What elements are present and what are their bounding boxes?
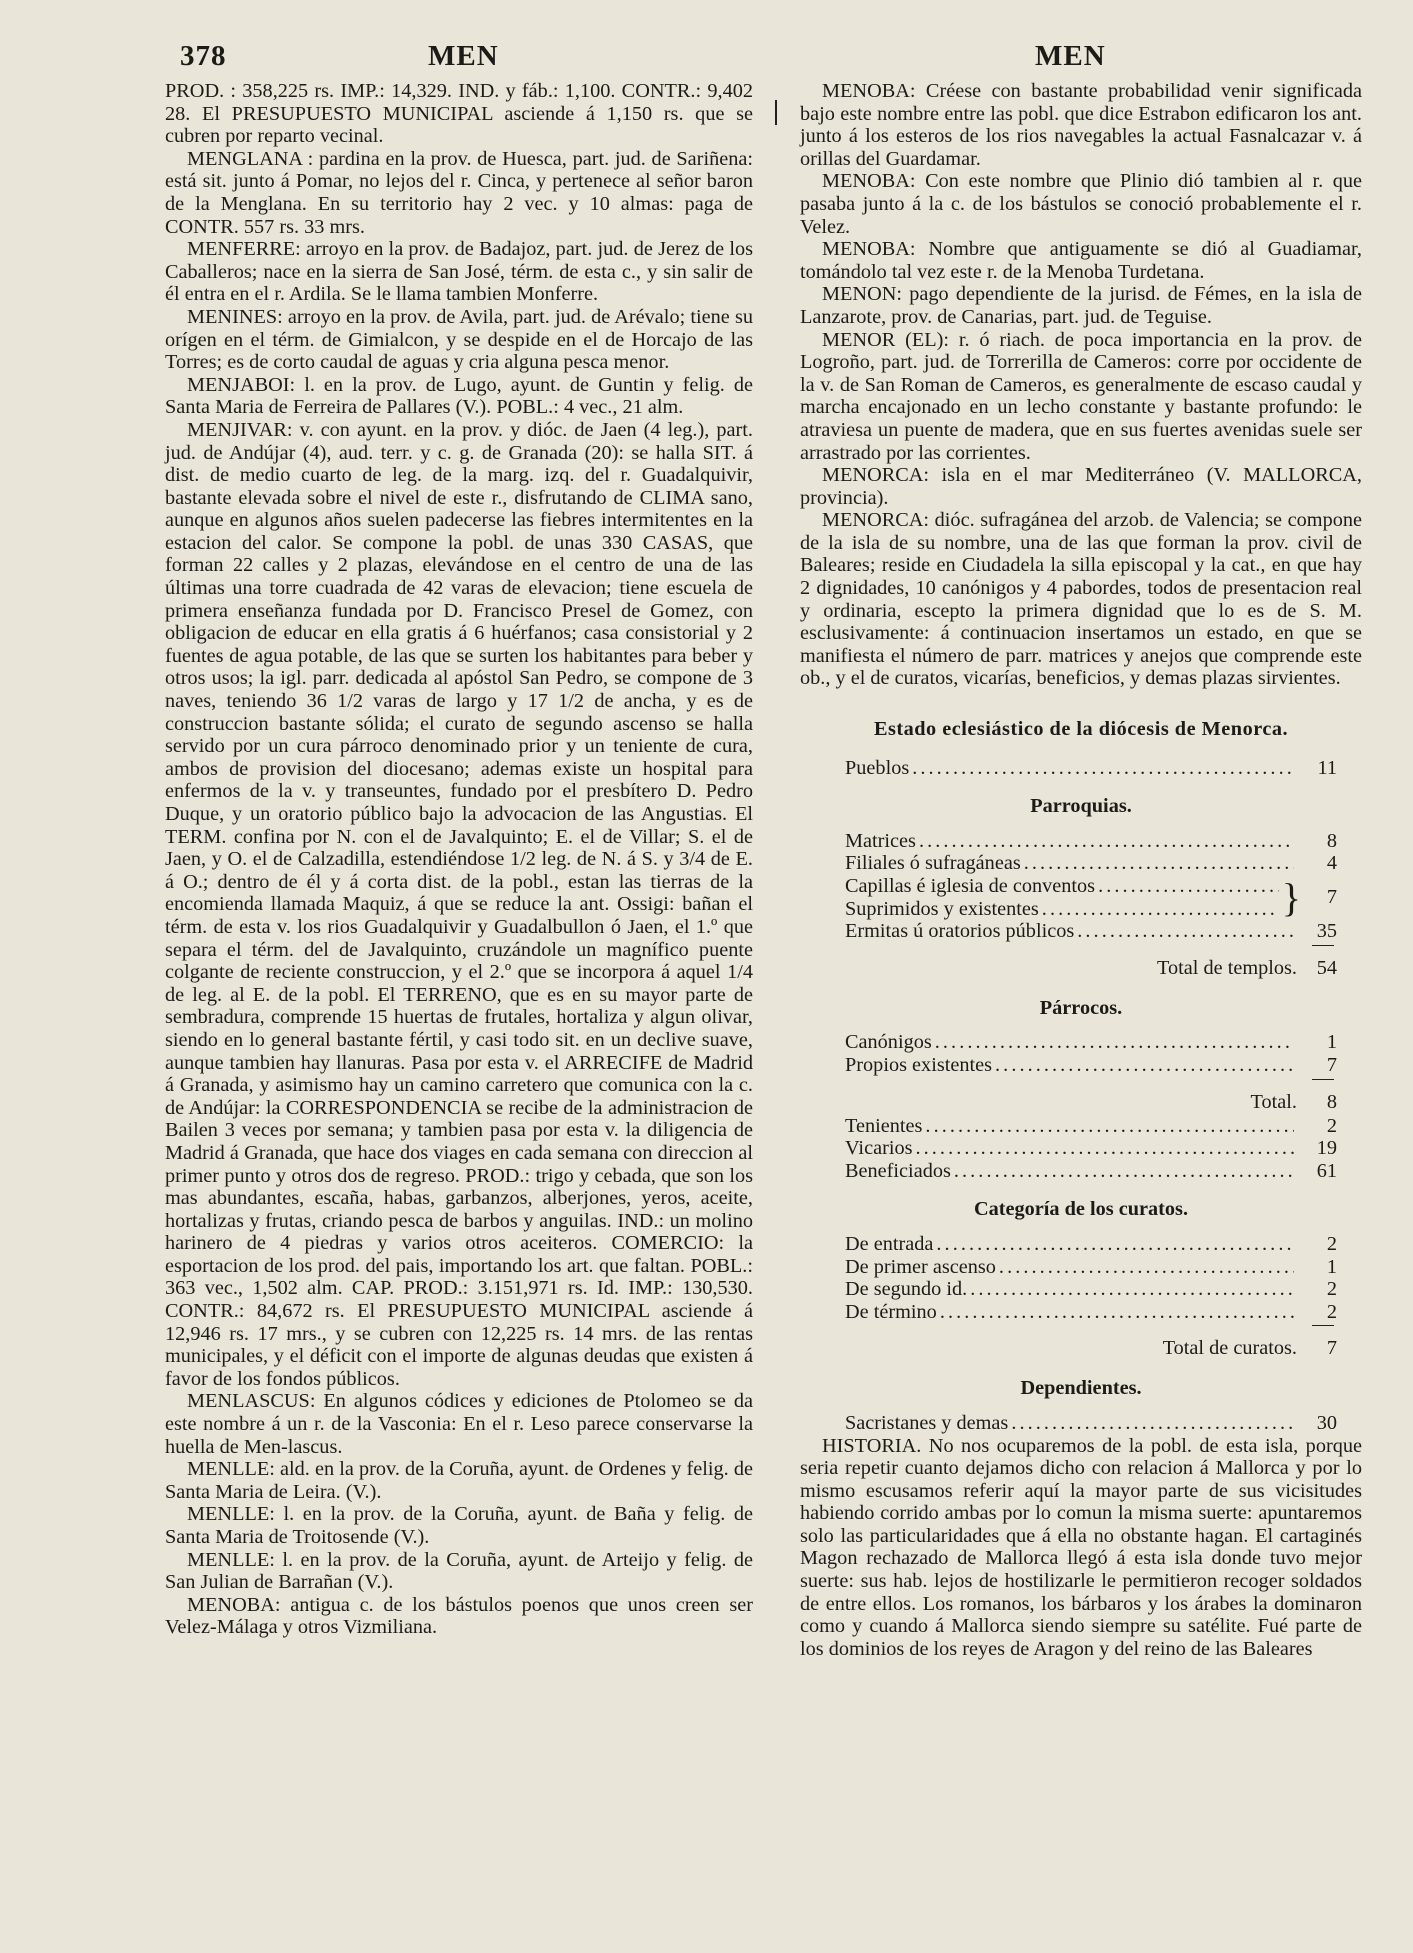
table-row: De primer ascenso . . . 1 <box>800 1256 1362 1279</box>
table-row: Capillas é iglesia de conventos . . . Suprimidos y existentes . . . } 7 <box>800 875 1362 920</box>
table-title: Estado eclesiástico de la diócesis de Menorca. <box>873 718 1289 741</box>
page-number: 378 <box>180 40 227 72</box>
entry-paragraph: MENOBA: antigua c. de los bástulos poenos que unos creen ser Velez-Málaga y otros Vizmiliana. <box>165 1593 753 1639</box>
entry-paragraph: MENOBA: Con este nombre que Plinio dió tambien al r. que pasaba junto á la c. de los bástulos se conoció probablemente el r. Velez. <box>800 170 1362 238</box>
entry-paragraph: MENFERRE: arroyo en la prov. de Badajoz, part. jud. de Jerez de los Caballeros; nace en la sierra de San José, térm. de esta c., y sin salir de él entra en el r. Ardila. Se le llama tambien Monferre. <box>165 238 753 306</box>
table-row: Beneficiados . . . 61 <box>800 1160 1362 1183</box>
table-row: Tenientes . . . 2 <box>800 1115 1362 1138</box>
sum-rule <box>800 943 1362 953</box>
column-rule <box>775 100 777 125</box>
table-row: Pueblos . . . 11 <box>800 757 1362 780</box>
table-row: Filiales ó sufragáneas . . . 4 <box>800 852 1362 875</box>
left-column <box>165 80 753 1639</box>
table-row: De término . . . 2 <box>800 1301 1362 1324</box>
table-row: De entrada . . . 2 <box>800 1233 1362 1256</box>
sum-rule <box>800 1323 1362 1333</box>
entry-paragraph: MENLASCUS: En algunos códices y ediciones de Ptolomeo se da este nombre á un r. de la Vasconia: En el r. Leso parece conservarse la huella de Men-lascus. <box>165 1390 753 1458</box>
entry-paragraph: MENLLE: ald. en la prov. de la Coruña, ayunt. de Ordenes y felig. de Santa Maria de Leira. (V.). <box>165 1458 753 1503</box>
section-heading: Parroquias. <box>1030 795 1132 818</box>
entry-paragraph: MENOR (EL): r. ó riach. de poca importancia en la prov. de Logroño, part. jud. de Torrerilla de Cameros: corre por occidente de la v. de San Roman de Cameros, es generalmente de escaso caudal y marcha encajonado en un lecho constante y bastante profundo: le atraviesa un puente de madera, que en sus fuertes avenidas suele ser arrastrado por las corrientes. <box>800 328 1362 464</box>
table-row: Vicarios . . . 19 <box>800 1137 1362 1160</box>
historia-paragraph: HISTORIA. No nos ocuparemos de la pobl. de esta isla, porque seria repetir cuanto dejamos dicho con relacion á Mallorca y por lo mismo escusamos referir aquí la mayor parte de sus vicisitudes habiendo corrido ambas por lo comun la misma suerte: apuntaremos solo las particularidades que á ella no obstante hagan. El cartaginés Magon rechazado de Mallorca llegó á esta isla donde tuvo mejor suerte: sus hab. lejos de hostilizarle le permitieron recoger soldados de entre ellos. Los romanos, los bárbaros y los árabes la dominaron como y cuando á Mallorca siendo siempre su satélite. Fué parte de los dominios de los reyes de Aragon y del reino de las Baleares <box>800 1434 1362 1660</box>
total-row: Total de templos. 54 <box>1157 956 1337 979</box>
running-head-left: MEN <box>428 40 499 72</box>
total-row: Total. 8 <box>1250 1090 1337 1113</box>
entry-paragraph: MENORCA: isla en el mar Mediterráneo (V. MALLORCA, provincia). <box>800 464 1362 509</box>
table-row: De segundo id. . . . 2 <box>800 1278 1362 1301</box>
sum-rule <box>800 1077 1362 1087</box>
entry-paragraph: MENLLE: l. en la prov. de la Coruña, ayunt. de Baña y felig. de Santa Maria de Troitosende (V.). <box>165 1503 753 1548</box>
brace-icon: } <box>1281 874 1301 920</box>
entry-paragraph: MENGLANA : pardina en la prov. de Huesca, part. jud. de Sariñena: está sit. junto á Pomar, no lejos del r. Cinca, y pertenece al señor baron de la Menglana. En su territorio hay 2 vec. y 10 almas: paga de CONTR. 557 rs. 33 mrs. <box>165 147 753 238</box>
diocese-table <box>800 718 1362 1434</box>
table-row: Sacristanes y demas . . . 30 <box>800 1412 1362 1435</box>
entry-paragraph: MENJABOI: l. en la prov. de Lugo, ayunt. de Guntin y felig. de Santa Maria de Ferreira de Pallares (V.). POBL.: 4 vec., 21 alm. <box>165 373 753 419</box>
total-row: Total de curatos. 7 <box>1162 1337 1337 1360</box>
entry-paragraph: MENINES: arroyo en la prov. de Avila, part. jud. de Arévalo; tiene su orígen en el térm. de Gimialcon, y se despide en el de Horcajo de las Torres; es de corto caudal de aguas y cria alguna pesca menor. <box>165 305 753 374</box>
entry-paragraph: MENORCA: dióc. sufragánea del arzob. de Valencia; se compone de la isla de su nombre, una de las que forman la prov. civil de Baleares; reside en Ciudadela la silla episcopal y la cat., en que hay 2 dignidades, 10 canónigos y 4 pabordes, todos de presentacion real y ordinaria, escepto la primera dignidad que lo es de S. M. esclusivamente: á continuacion insertamos un estado, en que se manifiesta el número de parr. matrices y anejos que comprende este ob., y el de curatos, vicarías, beneficios, y demas plazas sirvientes. <box>800 509 1362 690</box>
entry-paragraph: MENON: pago dependiente de la jurisd. de Fémes, en la isla de Lanzarote, prov. de Canarias, part. jud. de Teguise. <box>800 283 1362 328</box>
entry-paragraph: MENLLE: l. en la prov. de la Coruña, ayunt. de Arteijo y felig. de San Julian de Barrañan (V.). <box>165 1548 753 1594</box>
table-row: Matrices . . . 8 <box>800 830 1362 853</box>
section-heading: Categoría de los curatos. <box>973 1198 1189 1221</box>
entry-paragraph: MENOBA: Nombre que antiguamente se dió al Guadiamar, tomándolo tal vez este r. de la Menoba Turdetana. <box>800 238 1362 283</box>
section-heading: Párrocos. <box>1039 996 1123 1019</box>
section-heading: Dependientes. <box>1020 1377 1142 1400</box>
running-head-right: MEN <box>1035 40 1106 72</box>
table-row: Ermitas ú oratorios públicos . . . 35 <box>800 920 1362 943</box>
entry-paragraph: MENOBA: Créese con bastante probabilidad venir significada bajo este nombre entre las pobl. que dice Estrabon edificaron los ant. junto á los esteros de los rios navegables la actual Fasnalcazar v. á orillas del Guardamar. <box>800 80 1362 170</box>
entry-paragraph: MENJIVAR: v. con ayunt. en la prov. y dióc. de Jaen (4 leg.), part. jud. de Andújar (4), aud. terr. y c. g. de Granada (20): se halla SIT. á dist. de medio cuarto de leg. de la marg. izq. del r. Guadalquivir, bastante elevada sobre el nivel de este r., disfrutando de CLIMA sano, aunque en algunos años suelen padecerse las fiebres intermitentes en la estacion del calor. Se compone la pobl. de unas 330 CASAS, que forman 22 calles y 2 plazas, elevándose en el centro de una de las últimas una torre cuadrada de 42 varas de elevacion; tiene escuela de primera enseñanza fundada por D. Francisco Presel de Gomez, con obligacion de educar en ella gratis á 6 huérfanos; casa consistorial y 2 fuentes de agua potable, de las que se surten los habitantes para beber y otros usos; la igl. parr. dedicada al apóstol San Pedro, se compone de 3 naves, teniendo 36 1/2 varas de largo y 17 1/2 de ancha, y es de construccion bastante sólida; el curato de segundo ascenso se halla servido por un cura párroco denominado prior y un teniente de cura, ambos de provision del diocesano; ademas existe un hospital para enfermos de la v. y transeuntes, fundado por el presbítero D. Pedro Duque, y un oratorio público bajo la advocacion de las Angustias. El TERM. confina por N. con el de Javalquinto; E. el de Villar; S. el de Jaen, y O. el de Calzadilla, estendiéndose 1/2 leg. de N. á S. y 3/4 de E. á O.; dentro de él y á corta dist. de la pobl., estan las tierras de la encomienda llamada Maquiz, á que se reduce la ant. Ossigi: bañan el térm. de esta v. los rios Guadalquivir y Guadalbullon ó Jaen, el 1.º que separa el térm. del de Javalquinto, cruzándole un magnífico puente colgante de reciente construccion, y el 2.º que se incorpora á aquel 1/4 de leg. al E. de la pobl. El TERRENO, que es en su mayor parte de sembradura, comprende 15 huertas de frutales, hortaliza y algun olivar, siendo en lo general bastante fértil, y casi todo sit. en un declive suave, aunque tambien hay llanuras. Pasa por esta v. el ARRECIFE de Madrid á Granada, y asimismo hay un camino carretero que comunica con la c. de Andújar: la CORRESPONDENCIA se recibe de la administracion de Bailen 3 veces por semana; y tambien pasa por esta v. la diligencia de Madrid á Granada, que hace dos viages en cada semana con direccion al primer punto y otros dos de regreso. PROD.: trigo y cebada, que son los mas abundantes, escaña, habas, garbanzos, alberjones, yeros, aceite, hortalizas y frutas, criando pesca de barbos y anguilas. IND.: un molino harinero de 4 piedras y varios otros aceiteros. COMERCIO: la esportacion de los prod. del pais, importando los art. que faltan. POBL.: 363 vec., 1,502 alm. CAP. PROD.: 3.151,971 rs. Id. IMP.: 130,530. CONTR.: 84,672 rs. El PRESUPUESTO MUNICIPAL asciende á 12,946 rs. 17 mrs., y se cubren con 12,225 rs. 14 mrs. de las rentas municipales, y el déficit con el importe de algunas deudas que existen á favor de los fondos públicos. <box>165 418 753 1390</box>
table-row: Propios existentes . . . 7 <box>800 1054 1362 1077</box>
right-column <box>800 80 1362 1660</box>
entry-paragraph: PROD. : 358,225 rs. IMP.: 14,329. IND. y fáb.: 1,100. CONTR.: 9,402 28. El PRESUPUESTO MUNICIPAL asciende á 1,150 rs. que se cubren por reparto vecinal. <box>165 80 753 148</box>
table-row: Canónigos . . . 1 <box>800 1031 1362 1054</box>
